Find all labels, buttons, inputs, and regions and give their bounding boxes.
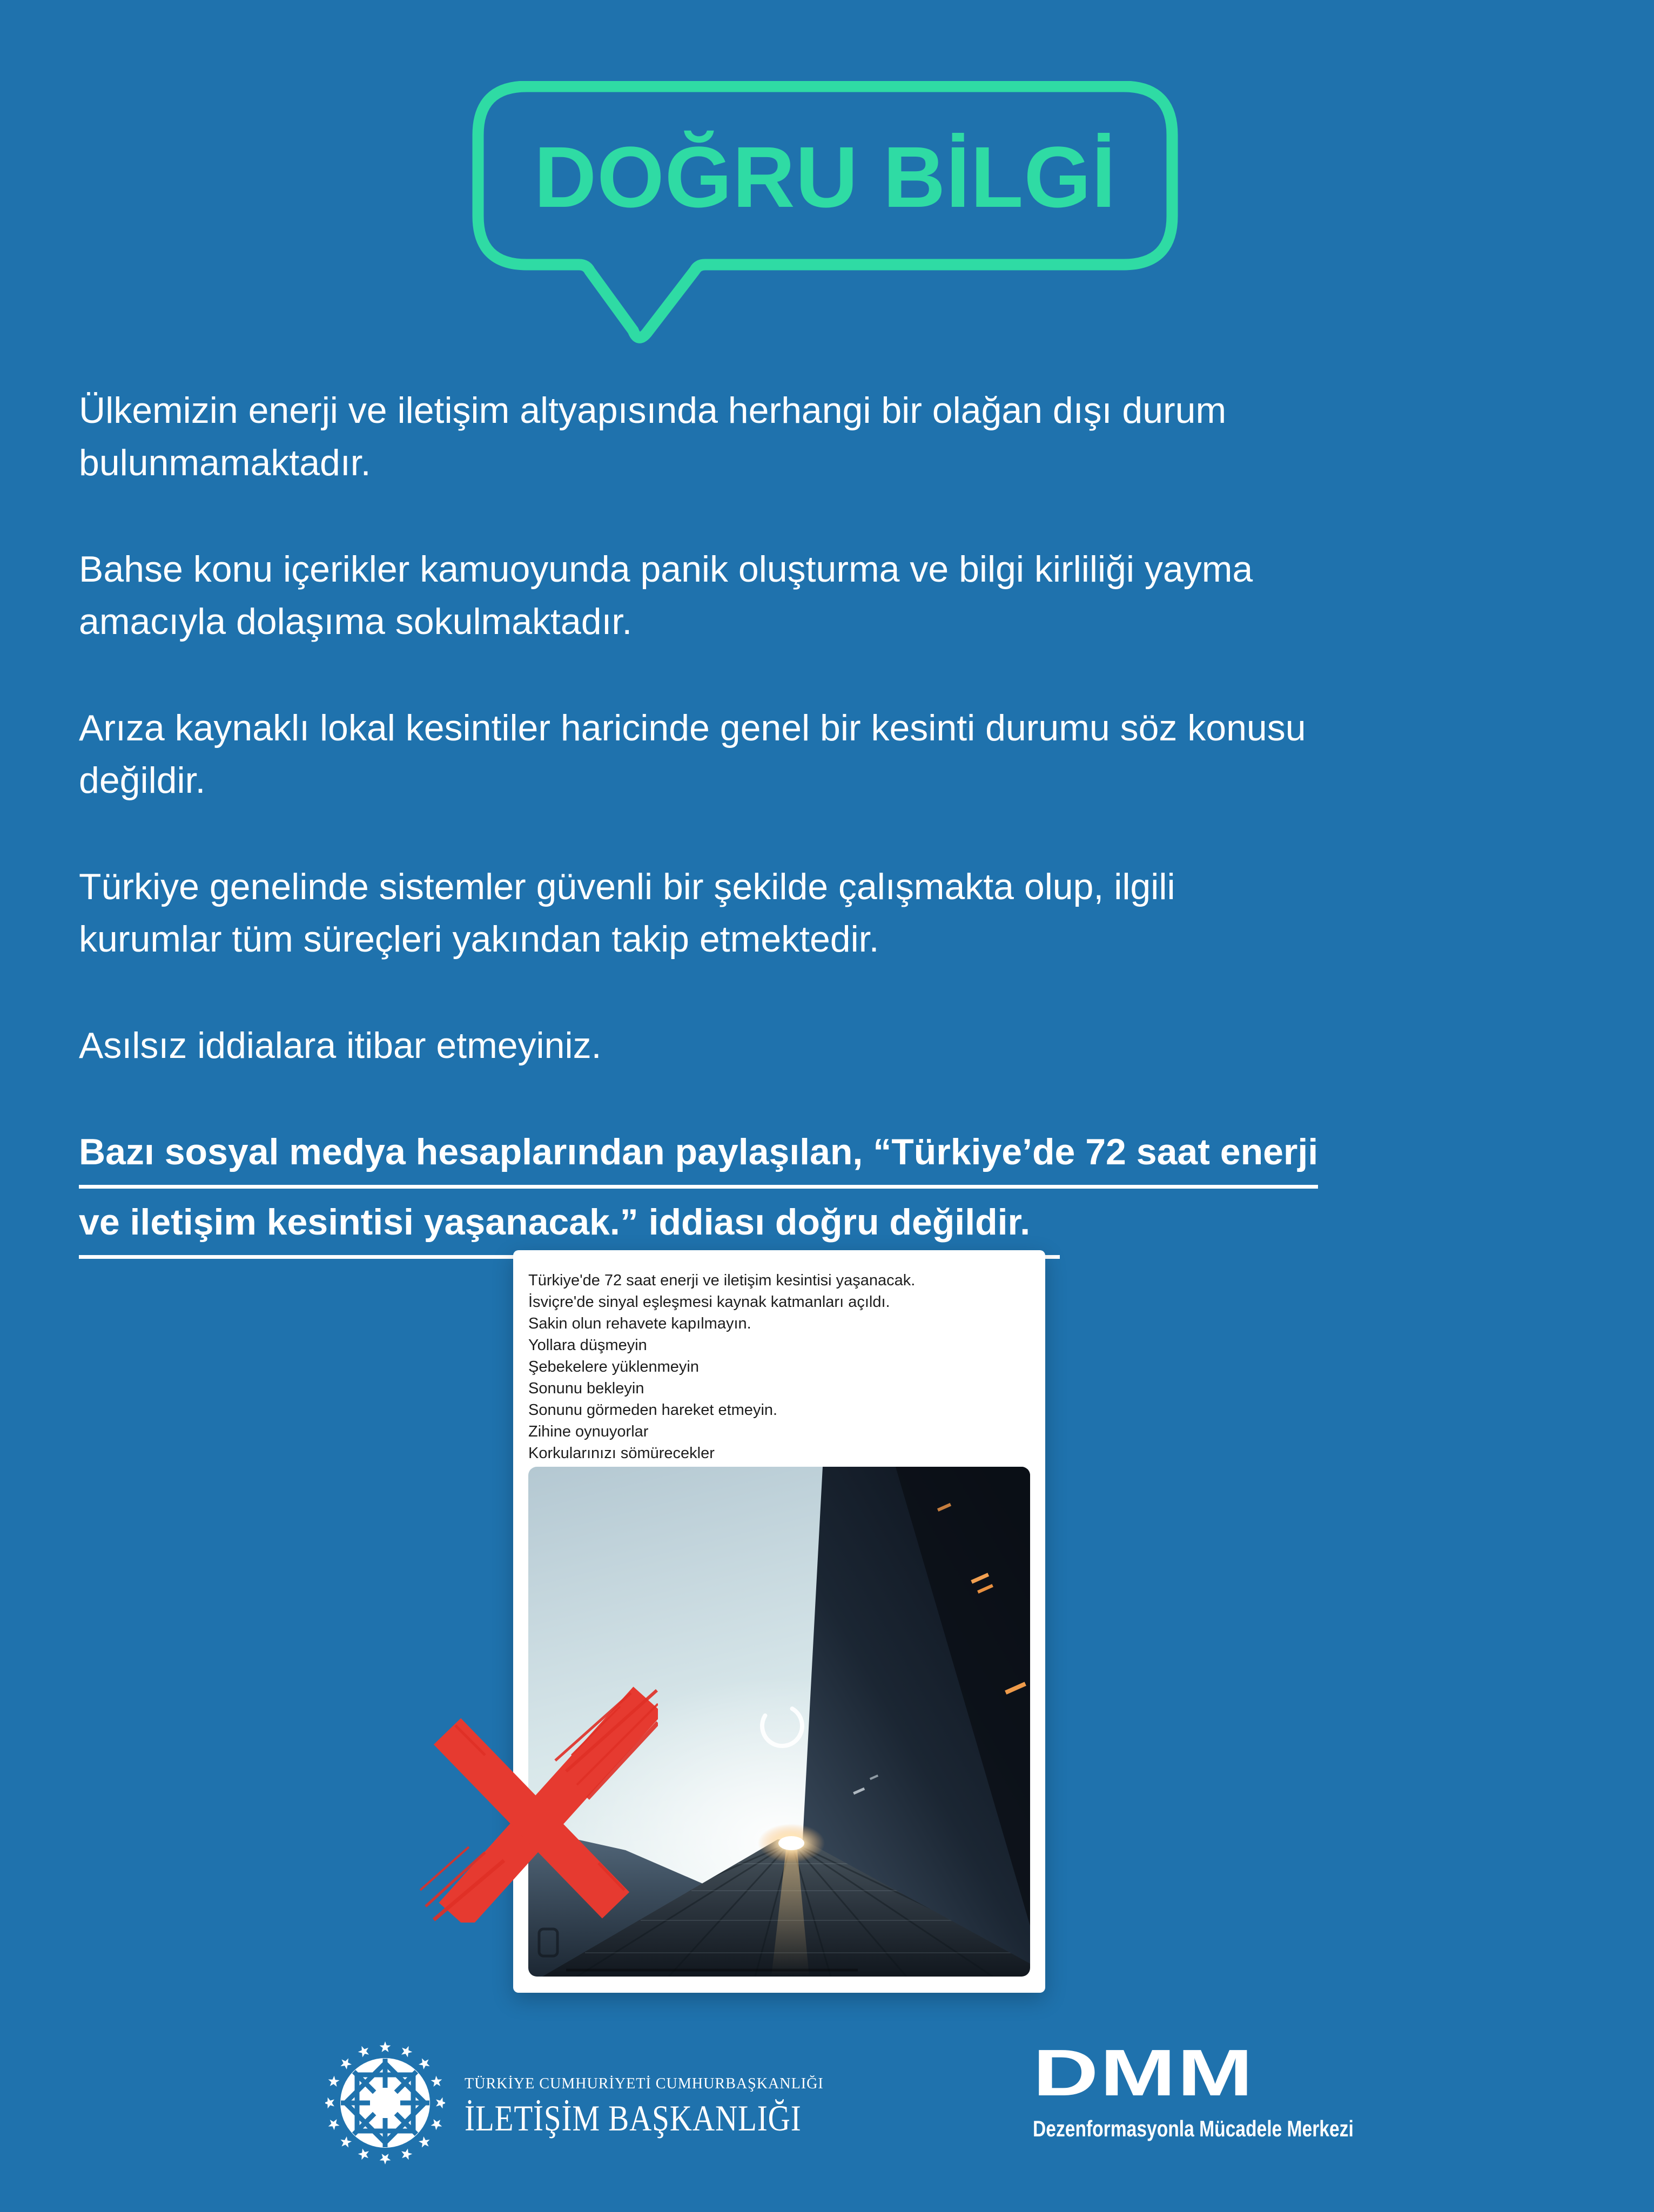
paragraph: Türkiye genelinde sistemler güvenli bir şekilde çalışmakta olup, ilgili kurumlar tüm süreçleri yakından takip etmektedir. — [79, 866, 1175, 960]
paragraph: Asılsız iddialara itibar etmeyiniz. — [79, 1025, 602, 1066]
red-x-icon — [404, 1674, 658, 1923]
directorate-line: İLETİŞİM BAŞKANLIĞI — [465, 2098, 802, 2139]
paragraph: Ülkemizin enerji ve iletişim altyapısında herhangi bir olağan dışı durum bulunmamaktadır. — [79, 390, 1227, 483]
paragraph: Arıza kaynaklı lokal kesintiler haricinde genel bir kesinti durumu söz konusu değildir. — [79, 707, 1306, 801]
government-logo-text — [465, 2075, 865, 2140]
body-copy — [79, 385, 1591, 1266]
post-text: Türkiye'de 72 saat enerji ve iletişim kesintisi yaşanacak. İsviçre'de sinyal eşleşmesi kaynak katmanları açıldı. Sakin olun rehavete kapılmayın. Yollara düşmeyin Şebekelere yüklenmeyin Sonunu bekleyin Sonunu görmeden hareket etmeyin. Zihine oynuyorlar Korkularınızı sömürecekler — [528, 1272, 916, 1462]
iletisim-baskanligi-emblem-icon — [325, 2041, 445, 2164]
highlight-claim: Bazı sosyal medya hesaplarından paylaşılan, “Türkiye’de 72 saat enerji ve iletişim kesintisi yaşanacak.” iddiası doğru değildir. — [79, 1126, 1591, 1266]
paragraph: Bahse konu içerikler kamuoyunda panik oluşturma ve bilgi kirliliği yayma amacıyla dolaşıma sokulmaktadır. — [79, 549, 1253, 642]
page-title: DOĞRU BİLGİ — [534, 129, 1117, 225]
dmm-tagline: Dezenformasyonla Mücadele Merkezi — [1033, 2116, 1354, 2141]
dmm-wordmark: DMM — [1033, 2036, 1255, 2109]
dmm-logo — [1033, 2036, 1434, 2142]
presidency-line: TÜRKİYE CUMHURİYETİ CUMHURBAŞKANLIĞI — [465, 2075, 824, 2092]
